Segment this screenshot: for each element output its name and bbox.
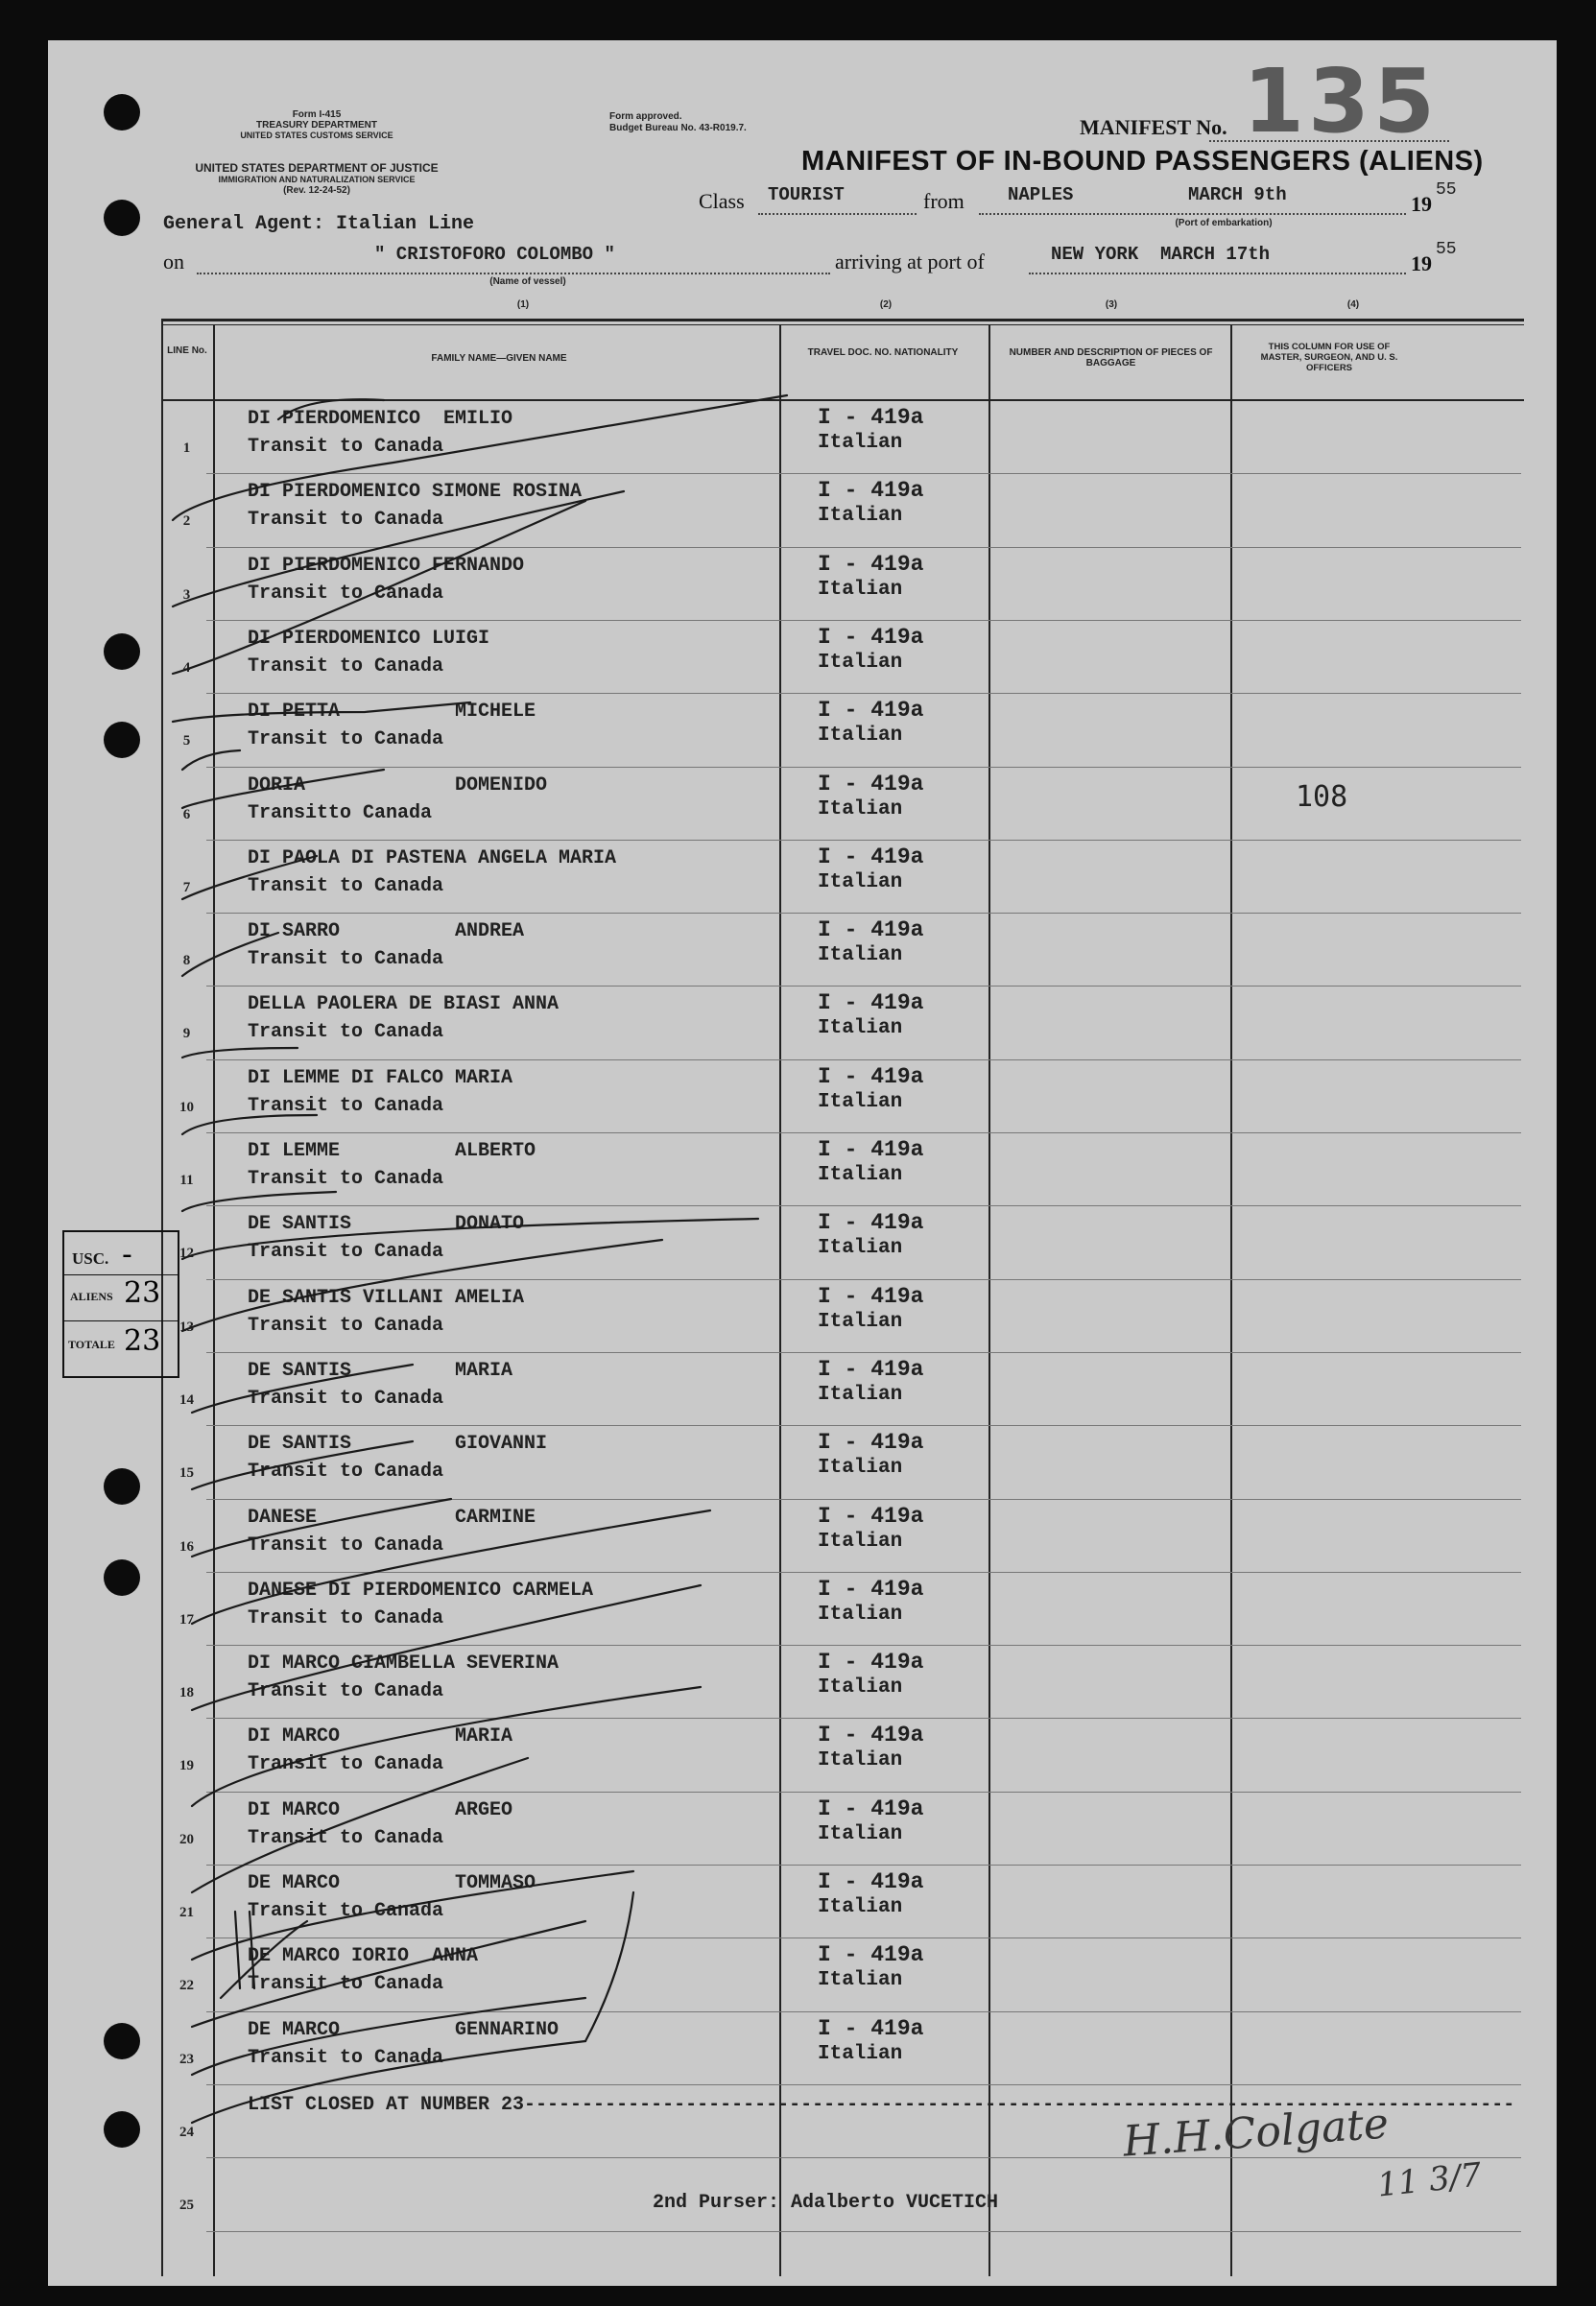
manifest-number-stamp: 135 (1243, 50, 1440, 153)
year-value: 55 (1436, 180, 1457, 200)
travel-doc-no: I - 419a (818, 990, 924, 1016)
header-family-name: FAMILY NAME—GIVEN NAME (431, 353, 567, 364)
nationality: Italian (818, 797, 903, 820)
transit-note: Transit to Canada (248, 1533, 444, 1557)
nationality: Italian (818, 578, 903, 601)
line-number: 15 (179, 1465, 194, 1482)
nationality: Italian (818, 1969, 903, 1992)
nationality: Italian (818, 1383, 903, 1406)
transit-note: Transit to Canada (248, 948, 444, 971)
travel-doc-no: I - 419a (818, 1795, 924, 1821)
nationality: Italian (818, 1017, 903, 1040)
passenger-name: DE SANTIS DONATO (248, 1213, 525, 1236)
transit-note: Transit to Canada (248, 728, 444, 751)
line-number: 11 (179, 1173, 194, 1188)
travel-doc-no: I - 419a (818, 1869, 924, 1894)
line-number: 23 (179, 2051, 194, 2067)
travel-doc-no: I - 419a (818, 1356, 924, 1382)
passenger-name: DI MARCO CIAMBELLA SEVERINA (248, 1652, 560, 1676)
nationality: Italian (818, 1676, 903, 1700)
line-number: 20 (179, 1831, 194, 1847)
header-officers: THIS COLUMN FOR USE OF MASTER, SURGEON, AND U. S. OFFICERS (1260, 342, 1398, 373)
check-mark (192, 1871, 633, 1960)
totale-value: 23 (124, 1324, 161, 1358)
arriving-label: arriving at port of (835, 250, 985, 273)
year-prefix: 19 (1411, 192, 1432, 216)
travel-doc-no: I - 419a (818, 771, 924, 796)
binder-hole (104, 94, 140, 131)
passenger-name: DI MARCO ARGEO (248, 1798, 513, 1821)
usc-value: - (122, 1238, 132, 1272)
travel-doc-no: I - 419a (818, 2015, 924, 2041)
binder-hole (104, 2023, 140, 2059)
transit-note: Transit to Canada (248, 654, 444, 678)
transit-note: Transit to Canada (248, 1753, 444, 1776)
binder-hole (104, 200, 140, 236)
col-num-1: (1) (516, 299, 530, 310)
travel-doc-no: I - 419a (818, 478, 924, 504)
travel-doc-no: I - 419a (818, 698, 924, 724)
nationality: Italian (818, 1237, 903, 1260)
passenger-name: DORIA DOMENIDO (248, 773, 548, 796)
nationality: Italian (818, 2042, 903, 2065)
transit-note: Transit to Canada (248, 1900, 444, 1922)
check-mark (235, 1912, 254, 1988)
check-mark (192, 1510, 710, 1624)
port-embarkation-caption: (Port of embarkation) (1175, 218, 1273, 228)
transit-note: Transitto Canada (248, 801, 433, 824)
line-number: 17 (179, 1611, 194, 1628)
treasury-label: TREASURY DEPARTMENT (256, 120, 377, 131)
passenger-name: DI SARRO ANDREA (248, 920, 525, 943)
transit-note: Transit to Canada (248, 2046, 444, 2069)
arrival-port-date: NEW YORK MARCH 17th (1051, 244, 1271, 265)
passenger-name: DANESE CARMINE (248, 1506, 536, 1529)
nationality: Italian (818, 870, 903, 893)
col-num-4: (4) (1346, 299, 1360, 310)
agent-line: General Agent: Italian Line (163, 213, 475, 235)
transit-note: Transit to Canada (248, 1314, 444, 1337)
header-baggage: NUMBER AND DESCRIPTION OF PIECES OF BAGGAGE (1009, 347, 1213, 368)
revision-label: (Rev. 12-24-52) (283, 185, 350, 196)
check-mark (182, 1115, 317, 1134)
arriving-year-value: 55 (1436, 240, 1457, 259)
nationality: Italian (818, 1749, 903, 1772)
check-mark (173, 491, 624, 606)
binder-hole (104, 1559, 140, 1596)
col-num-3: (3) (1105, 299, 1118, 310)
stamp-divider-1 (64, 1274, 178, 1275)
transit-note: Transit to Canada (248, 1826, 444, 1849)
travel-doc-no: I - 419a (818, 624, 924, 650)
check-mark (585, 1892, 633, 2041)
nationality: Italian (818, 1310, 903, 1333)
transit-note: Transit to Canada (248, 1094, 444, 1117)
check-mark (182, 1192, 336, 1211)
check-mark (192, 1585, 701, 1710)
travel-doc-no: I - 419a (818, 1503, 924, 1529)
nationality: Italian (818, 1603, 903, 1626)
passenger-name: DE SANTIS MARIA (248, 1359, 513, 1382)
aliens-value: 23 (124, 1276, 161, 1310)
check-mark (173, 501, 585, 674)
travel-doc-no: I - 419a (818, 844, 924, 869)
check-mark (278, 399, 384, 419)
line-number: 1 (182, 440, 191, 456)
transit-note: Transit to Canada (248, 1021, 444, 1044)
transit-note: Transit to Canada (248, 509, 444, 532)
passenger-name: DI PETTA MICHELE (248, 701, 536, 724)
line-number: 19 (179, 1758, 194, 1774)
line-number: 5 (182, 733, 191, 749)
check-mark (182, 1219, 758, 1259)
check-marks (48, 40, 1557, 2286)
line-number: 3 (182, 586, 191, 603)
nationality: Italian (818, 725, 903, 748)
check-mark (192, 1365, 413, 1413)
nationality: Italian (818, 651, 903, 674)
check-mark (192, 1441, 413, 1489)
travel-doc-no: I - 419a (818, 1283, 924, 1309)
vessel-name: " CRISTOFORO COLOMBO " (374, 244, 615, 265)
line-number: 6 (182, 806, 191, 822)
stamp-divider-2 (64, 1320, 178, 1321)
usc-label: USC. (72, 1249, 109, 1268)
list-closed-note: LIST CLOSED AT NUMBER 23-------------------------------------------------------------------------------------- (248, 2093, 1515, 2116)
transit-note: Transit to Canada (248, 1680, 444, 1703)
departure-date: MARCH 9th (1188, 184, 1287, 205)
line-number: 4 (182, 659, 191, 676)
passenger-name: DE SANTIS VILLANI AMELIA (248, 1286, 525, 1309)
justice-label: UNITED STATES DEPARTMENT OF JUSTICE (195, 161, 439, 175)
nationality: Italian (818, 1090, 903, 1113)
passenger-name: DI PIERDOMENICO EMILIO (248, 408, 513, 430)
nationality: Italian (818, 1896, 903, 1918)
transit-note: Transit to Canada (248, 1461, 444, 1484)
customs-label: UNITED STATES CUSTOMS SERVICE (240, 131, 393, 140)
nationality: Italian (818, 1822, 903, 1845)
line-number: 12 (179, 1246, 194, 1262)
nationality: Italian (818, 505, 903, 528)
travel-doc-no: I - 419a (818, 1210, 924, 1236)
officer-note: 108 (1296, 779, 1348, 814)
travel-doc-no: I - 419a (818, 551, 924, 577)
passenger-name: DE MARCO IORIO ANNA (248, 1945, 479, 1968)
binder-hole (104, 1468, 140, 1505)
vessel-caption: (Name of vessel) (489, 276, 566, 287)
travel-doc-no: I - 419a (818, 1723, 924, 1748)
check-mark (192, 1998, 585, 2075)
transit-note: Transit to Canada (248, 582, 444, 605)
passenger-name: DE SANTIS GIOVANNI (248, 1433, 548, 1456)
nationality: Italian (818, 1164, 903, 1186)
line-number: 25 (179, 2198, 194, 2214)
transit-note: Transit to Canada (248, 1387, 444, 1410)
ins-label: IMMIGRATION AND NATURALIZATION SERVICE (218, 175, 416, 184)
purser-signature: 2nd Purser: Adalberto VUCETICH (653, 2192, 999, 2215)
on-label: on (163, 250, 184, 273)
travel-doc-no: I - 419a (818, 1063, 924, 1089)
check-mark (173, 702, 470, 722)
nationality: Italian (818, 944, 903, 967)
check-mark (182, 1048, 298, 1058)
line-number: 24 (179, 2124, 194, 2140)
travel-doc-no: I - 419a (818, 1137, 924, 1162)
passenger-name: DI MARCO MARIA (248, 1725, 513, 1748)
class-value: TOURIST (768, 184, 845, 205)
class-label: Class (699, 189, 745, 213)
form-number: Form I-415 (292, 109, 342, 120)
manifest-no-label: MANIFEST No. (1080, 115, 1227, 139)
col-num-2: (2) (879, 299, 893, 310)
passenger-name: DI LEMME DI FALCO MARIA (248, 1066, 513, 1089)
travel-doc-no: I - 419a (818, 405, 924, 430)
travel-doc-no: I - 419a (818, 1576, 924, 1602)
travel-doc-no: I - 419a (818, 1650, 924, 1676)
passenger-name: DI PAOLA DI PASTENA ANGELA MARIA (248, 846, 617, 869)
line-number: 14 (179, 1391, 194, 1408)
binder-hole (104, 633, 140, 670)
aliens-label: ALIENS (70, 1290, 113, 1303)
check-mark (173, 395, 787, 520)
check-mark (182, 1240, 662, 1331)
transit-note: Transit to Canada (248, 1606, 444, 1629)
passenger-name: DE MARCO TOMMASO (248, 1872, 536, 1894)
line-number: 9 (182, 1026, 191, 1042)
line-number: 13 (179, 1319, 194, 1335)
transit-note: Transit to Canada (248, 1241, 444, 1264)
travel-doc-no: I - 419a (818, 1430, 924, 1456)
totale-label: TOTALE (68, 1338, 115, 1351)
transit-note: Transit to Canada (248, 874, 444, 897)
manifest-title: MANIFEST OF IN-BOUND PASSENGERS (ALIENS) (801, 146, 1484, 177)
travel-doc-no: I - 419a (818, 917, 924, 943)
from-label: from (923, 189, 965, 213)
check-mark (182, 750, 240, 770)
binder-hole (104, 2111, 140, 2148)
check-mark (192, 1758, 528, 1892)
passenger-name: DE MARCO GENNARINO (248, 2018, 560, 2041)
transit-note: Transit to Canada (248, 1973, 444, 1996)
transit-note: Transit to Canada (248, 436, 444, 458)
form-approved-label: Form approved. (609, 111, 682, 122)
passenger-name: DANESE DI PIERDOMENICO CARMELA (248, 1579, 594, 1602)
passenger-name: DI PIERDOMENICO FERNANDO (248, 554, 525, 577)
check-mark (182, 933, 278, 976)
passenger-name: DELLA PAOLERA DE BIASI ANNA (248, 993, 560, 1016)
officer-signature: H.H.Colgate (1121, 2099, 1391, 2167)
transit-note: Transit to Canada (248, 1168, 444, 1190)
passenger-name: DI PIERDOMENICO SIMONE ROSINA (248, 481, 583, 504)
line-number: 21 (179, 1905, 194, 1920)
binder-hole (104, 722, 140, 758)
budget-label: Budget Bureau No. 43-R019.7. (609, 123, 747, 133)
line-number: 7 (182, 879, 191, 895)
check-mark (182, 770, 384, 808)
line-number: 22 (179, 1978, 194, 1994)
check-mark (221, 1921, 307, 1998)
line-number: 8 (182, 953, 191, 969)
header-travel-doc: TRAVEL DOC. NO. NATIONALITY (807, 347, 959, 358)
arriving-year-prefix: 19 (1411, 251, 1432, 275)
nationality: Italian (818, 1530, 903, 1553)
tally-stamp (62, 1230, 179, 1378)
signature-date: 11 3/7 (1375, 2155, 1484, 2205)
check-mark (192, 1499, 451, 1557)
line-number: 18 (179, 1685, 194, 1701)
nationality: Italian (818, 1457, 903, 1480)
manifest-sheet (48, 40, 1557, 2286)
check-mark (182, 856, 317, 899)
travel-doc-no: I - 419a (818, 1942, 924, 1968)
header-line-no: LINE No. (167, 345, 207, 356)
line-number: 2 (182, 513, 191, 530)
from-value: NAPLES (1008, 184, 1074, 205)
line-number: 16 (179, 1538, 194, 1555)
passenger-name: DI PIERDOMENICO LUIGI (248, 627, 490, 650)
nationality: Italian (818, 432, 903, 454)
passenger-name: DI LEMME ALBERTO (248, 1140, 536, 1162)
check-mark (192, 1687, 701, 1806)
line-number: 10 (179, 1099, 194, 1115)
